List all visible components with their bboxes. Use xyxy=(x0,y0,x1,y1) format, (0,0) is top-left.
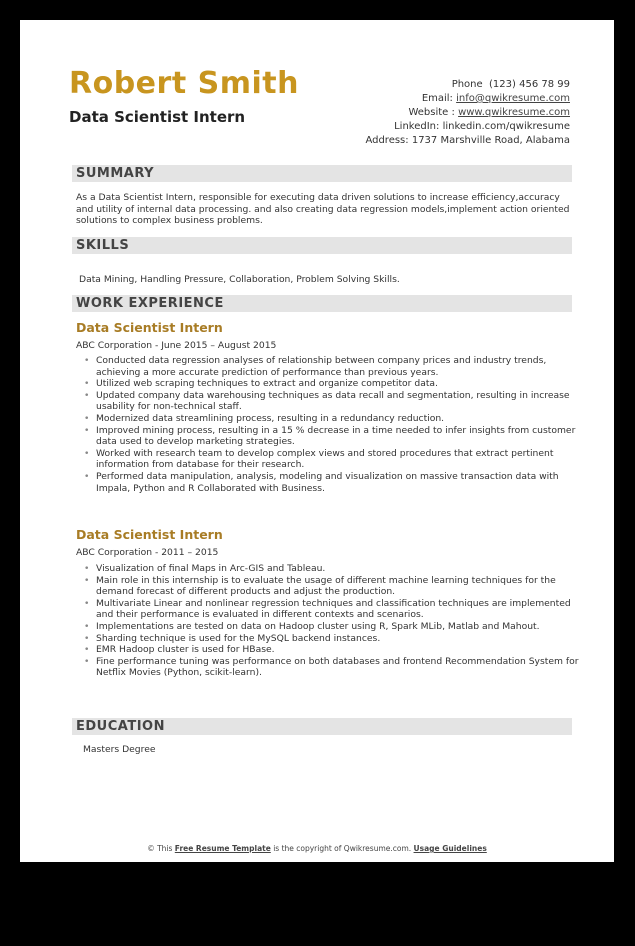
bullet-item: • Utilized web scraping techniques to extract and organize competitor data. xyxy=(96,378,586,390)
bullet-item: • Updated company data warehousing techniques as data recall and segmentation, resulting in increase usability for non-technical staff. xyxy=(96,390,586,413)
contact-address: Address: 1737 Marshville Road, Alabama xyxy=(365,135,570,146)
footer: © This Free Resume Template is the copyright of Qwikresume.com. Usage Guidelines xyxy=(147,844,487,853)
bullet-item: • Improved mining process, resulting in a 15 % decrease in a time needed to infer insights from customer data used to develop marketing strategies. xyxy=(96,425,586,448)
job-title: Data Scientist Intern xyxy=(76,320,223,335)
contact-linkedin: LinkedIn: linkedin.com/qwikresume xyxy=(394,121,570,132)
contact-website: Website : www.qwikresume.com xyxy=(408,107,570,118)
job-bullets xyxy=(82,563,586,679)
candidate-title: Data Scientist Intern xyxy=(69,108,246,126)
usage-guidelines-link[interactable]: Usage Guidelines xyxy=(413,844,487,853)
email-link[interactable]: info@qwikresume.com xyxy=(456,93,570,104)
bullet-item: • Performed data manipulation, analysis, modeling and visualization on massive transaction data with Impala, Python and R Collaborated with Business. xyxy=(96,471,586,494)
education-heading: EDUCATION xyxy=(72,718,572,735)
summary-heading: SUMMARY xyxy=(72,165,572,182)
education-text: Masters Degree xyxy=(83,744,156,755)
job-meta: ABC Corporation - June 2015 – August 2015 xyxy=(76,340,277,351)
contact-email: Email: info@qwikresume.com xyxy=(421,93,570,104)
resume-page xyxy=(20,20,614,862)
bullet-item: • Conducted data regression analyses of relationship between company prices and industry trends, achieving a more accurate prediction of performance than previous years. xyxy=(96,355,586,378)
bullet-item: • Implementations are tested on data on Hadoop cluster using R, Spark MLib, Matlab and Mahout. xyxy=(96,621,586,633)
bullet-item: • Modernized data streamlining process, resulting in a redundancy reduction. xyxy=(96,413,586,425)
job-bullets xyxy=(82,355,586,494)
website-link[interactable]: www.qwikresume.com xyxy=(458,107,570,118)
contact-phone: Phone (123) 456 78 99 xyxy=(451,79,570,90)
bullet-item: • Worked with research team to develop complex views and stored procedures that extract pertinent information from database for their research. xyxy=(96,448,586,471)
bullet-item: • EMR Hadoop cluster is used for HBase. xyxy=(96,644,586,656)
summary-text: As a Data Scientist Intern, responsible for executing data driven solutions to increase efficiency,accuracy and utility of internal data processing. and also creating data regression models,implement action oriented solutions to complex business problems. xyxy=(76,192,570,227)
candidate-name: Robert Smith xyxy=(69,66,299,101)
job-meta: ABC Corporation - 2011 – 2015 xyxy=(76,547,219,558)
bullet-item: • Sharding technique is used for the MySQL backend instances. xyxy=(96,633,586,645)
contact-block xyxy=(365,78,570,148)
experience-heading: WORK EXPERIENCE xyxy=(72,295,572,312)
job-title: Data Scientist Intern xyxy=(76,527,223,542)
skills-text: Data Mining, Handling Pressure, Collaboration, Problem Solving Skills. xyxy=(79,274,400,285)
bullet-item: • Main role in this internship is to evaluate the usage of different machine learning techniques for the demand forecast of different products and adjust the production. xyxy=(96,575,586,598)
bullet-item: • Fine performance tuning was performance on both databases and frontend Recommendation System for Netflix Movies (Python, scikit-learn). xyxy=(96,656,586,679)
free-resume-template-link[interactable]: Free Resume Template xyxy=(174,844,271,853)
skills-heading: SKILLS xyxy=(72,237,572,254)
bullet-item: • Multivariate Linear and nonlinear regression techniques and classification techniques are implemented and their performance is evaluated in different contexts and scenarios. xyxy=(96,598,586,621)
bullet-item: • Visualization of final Maps in Arc-GIS and Tableau. xyxy=(96,563,586,575)
